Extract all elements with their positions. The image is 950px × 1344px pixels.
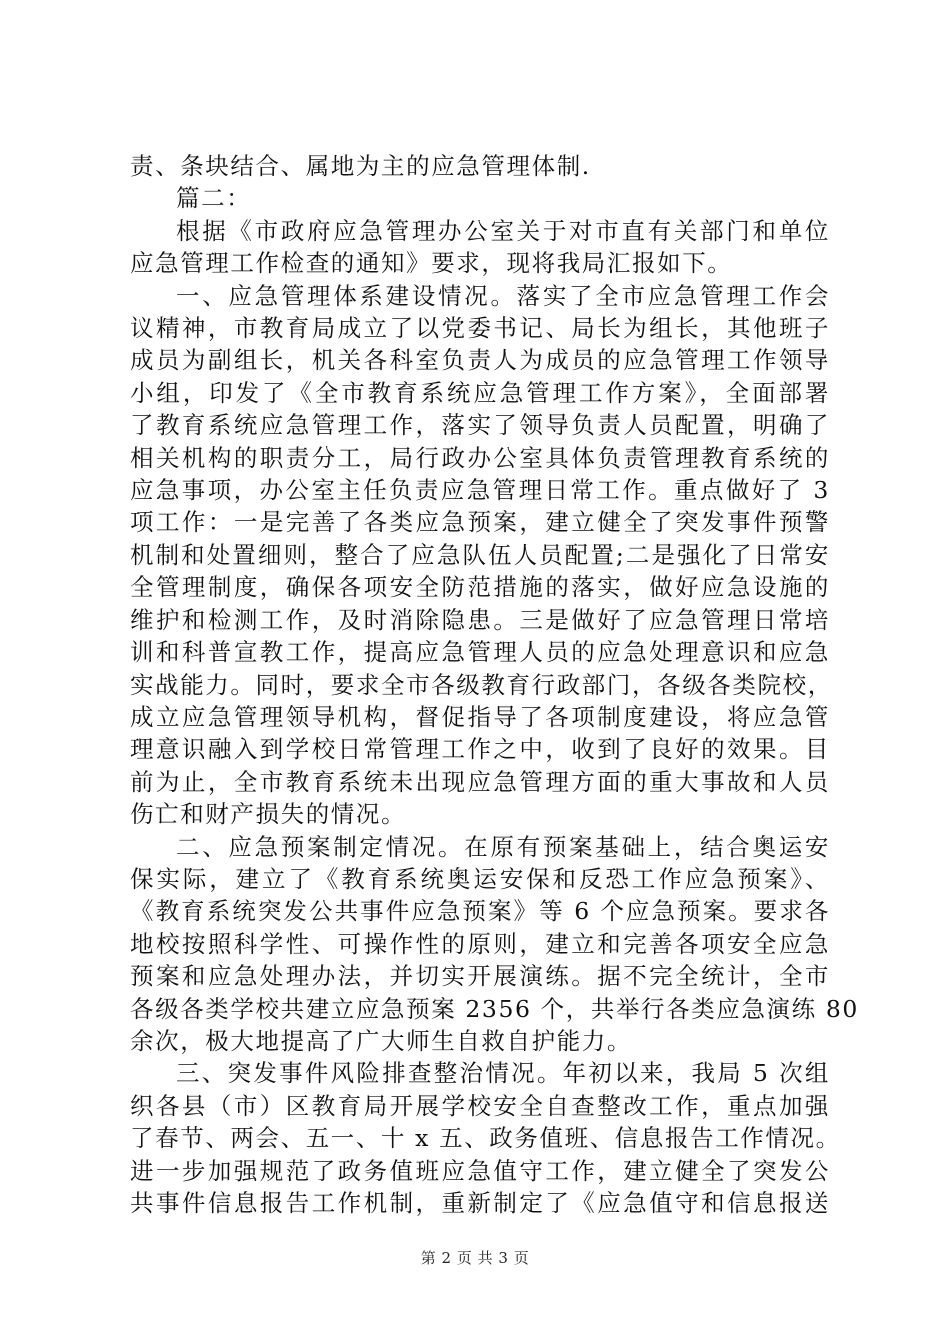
text-line: 维护和检测工作，及时消除隐患。三是做好了应急管理日常培 <box>130 605 830 634</box>
text-line: 预案和应急处理办法，并切实开展演练。据不完全统计，全市 <box>130 962 830 991</box>
text-line: 余次，极大地提高了广大师生自救自护能力。 <box>130 1026 632 1055</box>
text-line: 相关机构的职责分工，局行政办公室具体负责管理教育系统的 <box>130 443 830 472</box>
text-line: 织各县（市）区教育局开展学校安全自查整改工作，重点加强 <box>130 1091 830 1120</box>
text-line: 成立应急管理领导机构，督促指导了各项制度建设，将应急管 <box>130 702 830 731</box>
text-line: 根据《市政府应急管理办公室关于对市直有关部门和单位 <box>176 216 830 245</box>
text-line: 《教育系统突发公共事件应急预案》等 6 个应急预案。要求各 <box>130 897 830 926</box>
text-line: 地校按照科学性、可操作性的原则，建立和完善各项安全应急 <box>130 929 830 958</box>
text-line: 实战能力。同时，要求全市各级教育行政部门，各级各类院校， <box>130 670 833 699</box>
text-line: 成员为副组长，机关各科室负责人为成员的应急管理工作领导 <box>130 346 830 375</box>
text-line: 前为止，全市教育系统未出现应急管理方面的重大事故和人员 <box>130 767 830 796</box>
text-line: 了教育系统应急管理工作，落实了领导负责人员配置，明确了 <box>130 411 830 440</box>
page-footer: 第 2 页 共 3 页 <box>420 1249 530 1267</box>
text-line: 责、条块结合、属地为主的应急管理体制. <box>130 152 591 180</box>
text-line: 议精神，市教育局成立了以党委书记、局长为组长，其他班子 <box>130 314 830 343</box>
text-line: 共事件信息报告工作机制，重新制定了《应急值守和信息报送 <box>130 1189 830 1217</box>
text-line: 伤亡和财产损失的情况。 <box>130 800 407 829</box>
text-line: 保实际，建立了《教育系统奥运安保和反恐工作应急预案》、 <box>130 864 830 893</box>
text-line: 二、应急预案制定情况。在原有预案基础上，结合奥运安 <box>176 832 830 861</box>
document-body <box>130 150 859 1219</box>
text-line: 小组，印发了《全市教育系统应急管理工作方案》，全面部署 <box>130 378 830 407</box>
text-line: 应急事项，办公室主任负责应急管理日常工作。重点做好了 3 <box>130 476 830 505</box>
text-line: 进一步加强规范了政务值班应急值守工作，建立健全了突发公 <box>130 1156 830 1185</box>
text-line: 理意识融入到学校日常管理工作之中，收到了良好的效果。目 <box>130 735 830 764</box>
text-line: 应急管理工作检查的通知》要求，现将我局汇报如下。 <box>130 249 733 278</box>
text-line: 训和科普宣教工作，提高应急管理人员的应急处理意识和应急 <box>130 638 830 667</box>
text-line: 项工作：一是完善了各类应急预案，建立健全了突发事件预警 <box>130 508 830 537</box>
text-line: 三、突发事件风险排查整治情况。年初以来，我局 5 次组 <box>176 1059 830 1088</box>
text-line: 篇二： <box>176 184 252 213</box>
text-line: 了春节、两会、五一、十 x 五、政务值班、信息报告工作情况。 <box>130 1124 841 1153</box>
text-line: 各级各类学校共建立应急预案 2356 个，共举行各类应急演练 80 <box>130 994 859 1023</box>
text-line: 一、应急管理体系建设情况。落实了全市应急管理工作会 <box>176 281 830 310</box>
text-line: 全管理制度，确保各项安全防范措施的落实，做好应急设施的 <box>130 573 830 602</box>
text-line: 机制和处置细则，整合了应急队伍人员配置;二是强化了日常安 <box>130 540 830 569</box>
